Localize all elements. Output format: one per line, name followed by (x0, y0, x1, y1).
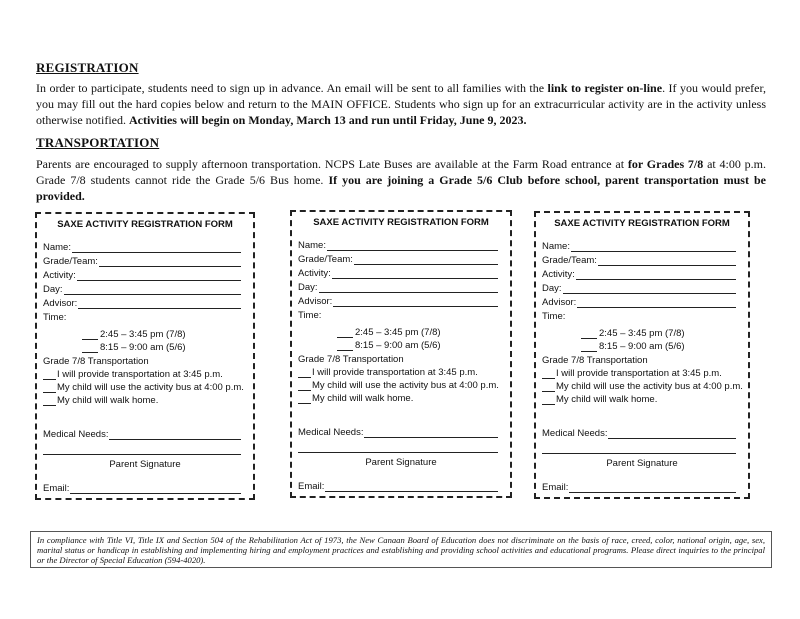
registration-form-3 (534, 211, 750, 499)
transport-option-3-label: My child will walk home. (556, 394, 658, 405)
advisor-label: Advisor: (542, 297, 577, 308)
time-label: Time: (43, 312, 67, 323)
grade-team-label: Grade/Team: (542, 255, 597, 266)
club-transport-notice: If you are joining a Grade 5/6 Club before school, parent transportation must be provided. (36, 173, 766, 203)
advisor-label: Advisor: (43, 298, 78, 309)
email-field[interactable] (37, 480, 253, 494)
advisor-label: Advisor: (298, 296, 333, 307)
time-option-2[interactable] (37, 340, 253, 353)
name-field[interactable] (536, 238, 748, 252)
transportation-paragraph (36, 156, 766, 204)
activity-label: Activity: (43, 270, 76, 281)
time-label: Time: (298, 310, 322, 321)
transport-option-2[interactable] (292, 378, 510, 391)
transport-option-1[interactable] (292, 365, 510, 378)
registration-text-2: . If you would prefer, you may fill out the hard copies below and return to the MAIN OFFICE. Students who sign up for an extracurricular activity are in the activity unless otherwise notified. (36, 81, 766, 127)
transport-heading: Grade 7/8 Transportation (298, 354, 404, 365)
transport-option-2-label: My child will use the activity bus at 4:00 p.m. (57, 382, 244, 393)
transport-heading: Grade 7/8 Transportation (43, 356, 149, 367)
name-label: Name: (43, 242, 71, 253)
time-option-2-label: 8:15 – 9:00 am (5/6) (100, 342, 186, 353)
medical-needs-field[interactable] (292, 424, 510, 438)
time-option-2-label: 8:15 – 9:00 am (5/6) (355, 340, 441, 351)
grade-team-label: Grade/Team: (298, 254, 353, 265)
medical-needs-label: Medical Needs: (298, 427, 364, 438)
name-label: Name: (298, 240, 326, 251)
name-field[interactable] (37, 239, 253, 253)
grade-team-field[interactable] (536, 252, 748, 266)
time-option-1[interactable] (536, 326, 748, 339)
day-field[interactable] (37, 281, 253, 295)
registration-form-1 (35, 212, 255, 500)
advisor-field[interactable] (37, 295, 253, 309)
time-option-1[interactable] (292, 325, 510, 338)
register-online-link-text: link to register on-line (547, 81, 663, 95)
parent-signature-label: Parent Signature (109, 459, 181, 470)
transport-option-3-label: My child will walk home. (312, 393, 414, 404)
time-option-2-label: 8:15 – 9:00 am (5/6) (599, 341, 685, 352)
registration-paragraph (36, 80, 766, 128)
medical-needs-label: Medical Needs: (43, 429, 109, 440)
time-option-2[interactable] (536, 339, 748, 352)
day-label: Day: (43, 284, 63, 295)
time-option-2[interactable] (292, 338, 510, 351)
email-label: Email: (542, 482, 569, 493)
day-label: Day: (542, 283, 562, 294)
activity-dates: Activities will begin on Monday, March 13 and run until Friday, June 9, 2023. (128, 113, 527, 127)
transportation-text-1: Parents are encouraged to supply afternoon transportation. NCPS Late Buses are available at the Farm Road entrance at (36, 157, 628, 171)
time-option-1-label: 2:45 – 3:45 pm (7/8) (599, 328, 685, 339)
time-option-1-label: 2:45 – 3:45 pm (7/8) (355, 327, 441, 338)
day-field[interactable] (536, 280, 748, 294)
signature-line[interactable] (542, 453, 736, 454)
transport-option-1-label: I will provide transportation at 3:45 p.m. (312, 367, 478, 378)
registration-text-1: In order to participate, students need to sign up in advance. An email will be sent to all families with the (36, 81, 548, 95)
time-option-1[interactable] (37, 327, 253, 340)
name-field[interactable] (292, 237, 510, 251)
time-label: Time: (542, 311, 566, 322)
transport-heading: Grade 7/8 Transportation (542, 355, 648, 366)
transport-option-3[interactable] (37, 393, 253, 406)
time-label-row (37, 309, 253, 323)
transport-option-3[interactable] (292, 391, 510, 404)
registration-heading: REGISTRATION (36, 60, 139, 75)
time-option-1-label: 2:45 – 3:45 pm (7/8) (100, 329, 186, 340)
grades-7-8-bold: for Grades 7/8 (627, 157, 704, 171)
day-label: Day: (298, 282, 318, 293)
time-label-row (536, 308, 748, 322)
transport-option-3[interactable] (536, 392, 748, 405)
time-label-row (292, 307, 510, 321)
medical-needs-field[interactable] (37, 426, 253, 440)
form-title: SAXE ACTIVITY REGISTRATION FORM (554, 218, 730, 229)
advisor-field[interactable] (292, 293, 510, 307)
transport-option-2-label: My child will use the activity bus at 4:00 p.m. (312, 380, 499, 391)
medical-needs-field[interactable] (536, 425, 748, 439)
email-field[interactable] (292, 478, 510, 492)
transport-option-2-label: My child will use the activity bus at 4:00 p.m. (556, 381, 743, 392)
signature-line[interactable] (43, 454, 241, 455)
activity-field[interactable] (37, 267, 253, 281)
email-label: Email: (298, 481, 325, 492)
nondiscrimination-notice: In compliance with Title VI, Title IX and Section 504 of the Rehabilitation Act of 1973, the New Canaan Board of Education does not discriminate on the basis of race, creed, color, national origin, age, sex, marital status or handicap in establishing and implementing hiring and employment practices and establishing and providing school activities and educational programs. Please direct inquiries to the principal or the Director of Special Education (594-4020). (30, 531, 772, 568)
advisor-field[interactable] (536, 294, 748, 308)
email-field[interactable] (536, 479, 748, 493)
activity-label: Activity: (298, 268, 331, 279)
form-title: SAXE ACTIVITY REGISTRATION FORM (57, 219, 233, 230)
transport-option-1-label: I will provide transportation at 3:45 p.m. (57, 369, 223, 380)
signature-line[interactable] (298, 452, 498, 453)
name-label: Name: (542, 241, 570, 252)
transport-option-1-label: I will provide transportation at 3:45 p.m. (556, 368, 722, 379)
transport-option-1[interactable] (37, 367, 253, 380)
transportation-heading: TRANSPORTATION (36, 135, 160, 150)
registration-form-2 (290, 210, 512, 498)
form-title: SAXE ACTIVITY REGISTRATION FORM (313, 217, 489, 228)
parent-signature-label: Parent Signature (606, 458, 678, 469)
activity-label: Activity: (542, 269, 575, 280)
transportation-text-2: at 4:00 p.m. Grade 7/8 students cannot ride the Grade 5/6 Bus home. (36, 157, 766, 187)
activity-field[interactable] (536, 266, 748, 280)
transport-option-2[interactable] (536, 379, 748, 392)
transport-option-1[interactable] (536, 366, 748, 379)
transport-option-3-label: My child will walk home. (57, 395, 159, 406)
medical-needs-label: Medical Needs: (542, 428, 608, 439)
grade-team-field[interactable] (37, 253, 253, 267)
grade-team-field[interactable] (292, 251, 510, 265)
parent-signature-label: Parent Signature (365, 457, 437, 468)
grade-team-label: Grade/Team: (43, 256, 98, 267)
email-label: Email: (43, 483, 70, 494)
day-field[interactable] (292, 279, 510, 293)
transport-option-2[interactable] (37, 380, 253, 393)
activity-field[interactable] (292, 265, 510, 279)
